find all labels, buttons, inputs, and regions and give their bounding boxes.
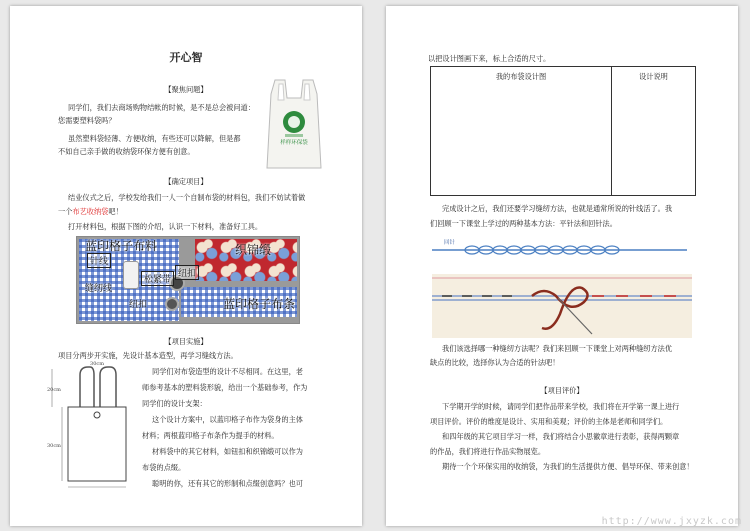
watermark: http://www.jxyzk.com: [601, 516, 742, 527]
paragraph-line: 同学们对布袋造型的设计不尽相同。在这里，老: [152, 367, 303, 376]
section-heading-focus: 【聚焦问题】: [164, 85, 208, 94]
section-heading-evaluation: 【项目评价】: [540, 386, 584, 395]
paragraph-line: 完成设计之后，我们还要学习缝纫方法，也就是通常所说的针线活了。我: [442, 204, 673, 213]
page-title: 开心智: [169, 51, 203, 64]
dimension-label: 30cm: [47, 443, 61, 449]
materials-photo: [76, 236, 300, 324]
highlight-text: 布艺收纳袋: [72, 207, 109, 216]
paragraph-line: 以把设计图画下来，标上合适的尺寸。: [428, 54, 551, 63]
photo-label: 松紧带: [141, 271, 174, 286]
paragraph-line: 布袋的点缀。: [142, 463, 186, 472]
left-page: [10, 6, 362, 526]
dimension-label: 30cm: [90, 361, 104, 367]
paragraph-line: 同学们，我们去商场购物结帐的时候，是不是总会被问道：: [68, 103, 255, 112]
paragraph-line: 和四年级的其它项目学习一样，我们将结合小思徽章进行表彰，获得两颗章: [442, 432, 680, 441]
paragraph-line: 材料；两根蓝印格子布条作为提手的材料。: [142, 431, 279, 440]
text-run: 吧！: [108, 207, 123, 216]
design-table: [430, 66, 696, 196]
photo-label: 蓝印格子布条: [223, 297, 296, 311]
paragraph-line: [58, 207, 123, 217]
paragraph-line: 师参考基本的塑料袋形貌，给出一个基础参考，作为: [142, 383, 308, 392]
running-stitch-diagram: [432, 274, 692, 338]
bag-print-text: 样样环保袋: [280, 140, 308, 146]
dimension-label: 20cm: [47, 387, 61, 393]
section-heading-project: 【确定项目】: [164, 177, 208, 186]
photo-label: 纽扣: [175, 265, 199, 280]
paragraph-line: 结业仪式之后，学校发给我们一人一个自制布袋的材料包，我们不妨试着做: [68, 193, 306, 202]
bag-sketch-diagram: [46, 361, 142, 491]
right-page: [386, 6, 738, 526]
thread-spool: [123, 261, 139, 289]
paragraph-line: 项目评价。评价的维度是设计、实用和美观；评价的主体是老师和同学们。: [430, 417, 668, 426]
photo-label: 针线: [87, 253, 111, 268]
design-drawing-cell: 我的布袋设计图: [431, 67, 612, 196]
design-notes-cell: 设计说明: [612, 67, 696, 196]
paragraph-line: 材料袋中的其它材料，如钮扣和织锦缎可以作为: [152, 447, 303, 456]
photo-label: 纽扣: [129, 300, 148, 310]
photo-label: 织锦缎: [235, 243, 272, 257]
paragraph-line: 缺点的比较，选择你认为合适的针法吧！: [430, 358, 560, 367]
paragraph-line: 这个设计方案中，以蓝印格子布作为袋身的主体: [152, 415, 303, 424]
paragraph-line: 们回顾一下课堂上学过的两种基本方法：平针法和回针法。: [430, 219, 617, 228]
plastic-bag-image: [265, 76, 323, 172]
paragraph-line: 我们该选择哪一种缝纫方法呢？我们来回顾一下课堂上对两种缝纫方法优: [442, 344, 673, 353]
paragraph-line: 项目分两步开实施，先设计基本造型，再学习缝线方法。: [58, 351, 238, 360]
photo-label: 蓝印格子布料: [85, 239, 158, 253]
backstitch-diagram: [432, 232, 692, 264]
paragraph-line: 您需要塑料袋吗？: [58, 116, 116, 125]
paragraph-line: 下学期开学的时候，请同学们把作品带来学校，我们将在开学第一课上进行: [442, 402, 680, 411]
paragraph-line: 打开材料包，根据下图的介绍，认识一下材料，准备好工具。: [68, 222, 263, 231]
paragraph-line: 虽然塑料袋轻薄、方便收纳，有些还可以降解，但是都: [68, 134, 241, 143]
paragraph-line: 期待一个个环保实用的收纳袋，为我们的生活提供方便、倡导环保、带来创意！: [442, 462, 694, 471]
paragraph-line: 不如自己亲手做的收纳袋环保方便有创意。: [58, 147, 195, 156]
needle-label: 回针: [444, 240, 456, 246]
paragraph-line: 同学们的设计支架：: [142, 399, 207, 408]
section-heading-implement: 【项目实施】: [164, 337, 208, 346]
text-run: 一个: [58, 207, 73, 216]
photo-label: 缝纫线: [85, 284, 113, 294]
paragraph-line: 聪明的你，还有其它的形制和点缀创意吗？也可: [152, 479, 303, 488]
paragraph-line: 的作品，我们将进行作品实物展览。: [430, 447, 546, 456]
button-item: [165, 297, 179, 311]
